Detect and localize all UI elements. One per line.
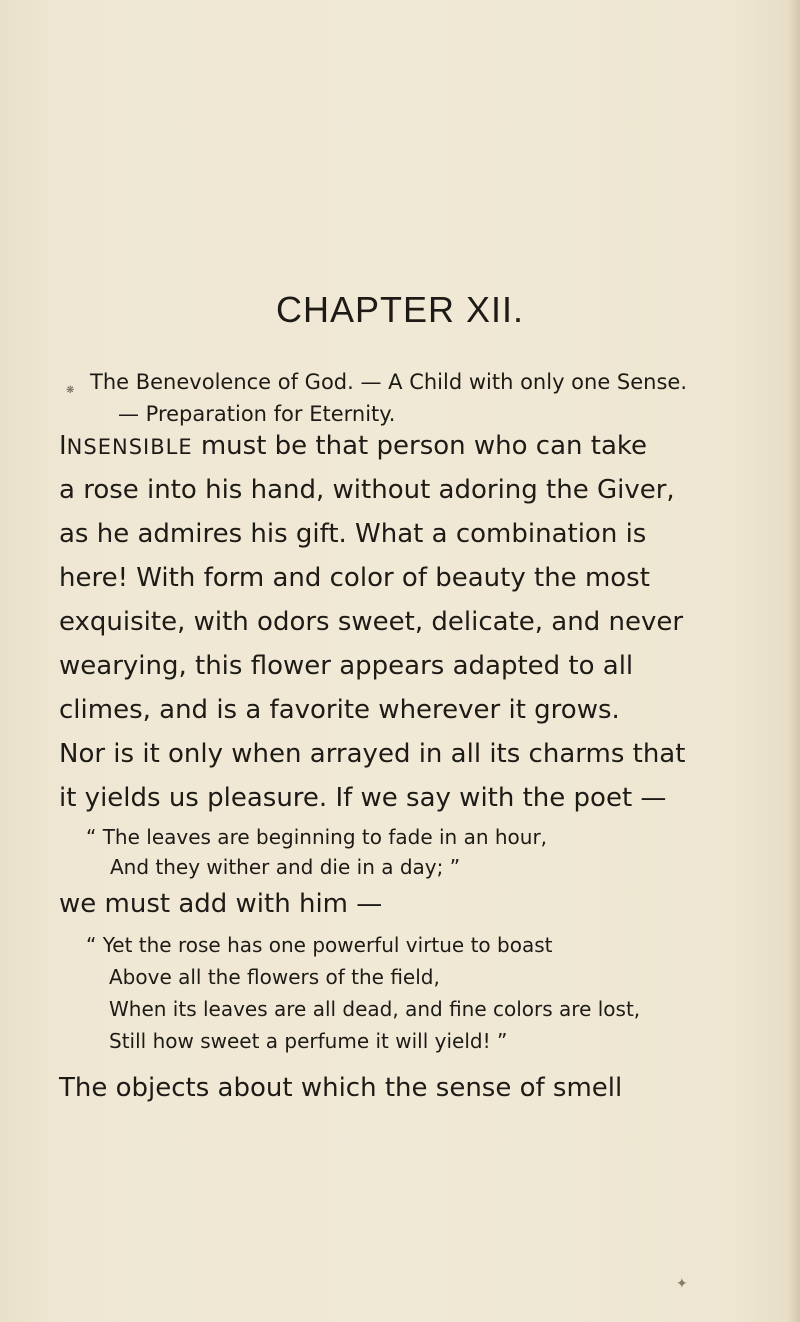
- quote-1-line-1: “ The leaves are beginning to fade in an hour,: [86, 825, 548, 849]
- small-caps-rest: NSENSIBLE: [66, 435, 193, 459]
- chapter-heading: CHAPTER XII.: [275, 289, 525, 330]
- body-line-1-rest: must be that person who can take: [192, 431, 648, 461]
- quote-2-line-3: When its leaves are all dead, and fine colors are lost,: [109, 997, 641, 1021]
- chapter-summary-line-2: — Preparation for Eternity.: [118, 402, 396, 426]
- body-line-6: wearying, this flower appears adapted to all: [59, 651, 634, 681]
- small-caps-initial: I: [59, 431, 67, 461]
- body-line-4: here! With form and color of beauty the most: [59, 563, 650, 593]
- body-line-5: exquisite, with odors sweet, delicate, and never: [59, 607, 684, 637]
- body-last-line: The objects about which the sense of smell: [59, 1073, 623, 1103]
- body-line-7: climes, and is a favorite wherever it grows.: [59, 695, 620, 725]
- body-line-9: it yields us pleasure. If we say with the poet —: [59, 783, 667, 813]
- chapter-summary-line-1: The Benevolence of God. — A Child with only one Sense.: [90, 370, 688, 394]
- body-bridge-line: we must add with him —: [59, 889, 383, 919]
- paper-speck: ✦: [676, 1276, 688, 1292]
- quote-2-line-4: Still how sweet a perfume it will yield! ”: [109, 1029, 508, 1053]
- quote-2-line-1: “ Yet the rose has one powerful virtue to boast: [86, 933, 553, 957]
- quote-2-line-2: Above all the flowers of the field,: [109, 965, 440, 989]
- page-edge-shadow: [788, 0, 800, 1322]
- body-line-1: [59, 424, 759, 469]
- body-line-3: as he admires his gift. What a combination is: [59, 519, 647, 549]
- body-line-2: a rose into his hand, without adoring the Giver,: [59, 475, 675, 505]
- quote-1-line-2: And they wither and die in a day; ”: [110, 855, 461, 879]
- ink-mark: ❋: [66, 385, 75, 396]
- body-line-8: Nor is it only when arrayed in all its charms that: [59, 739, 686, 769]
